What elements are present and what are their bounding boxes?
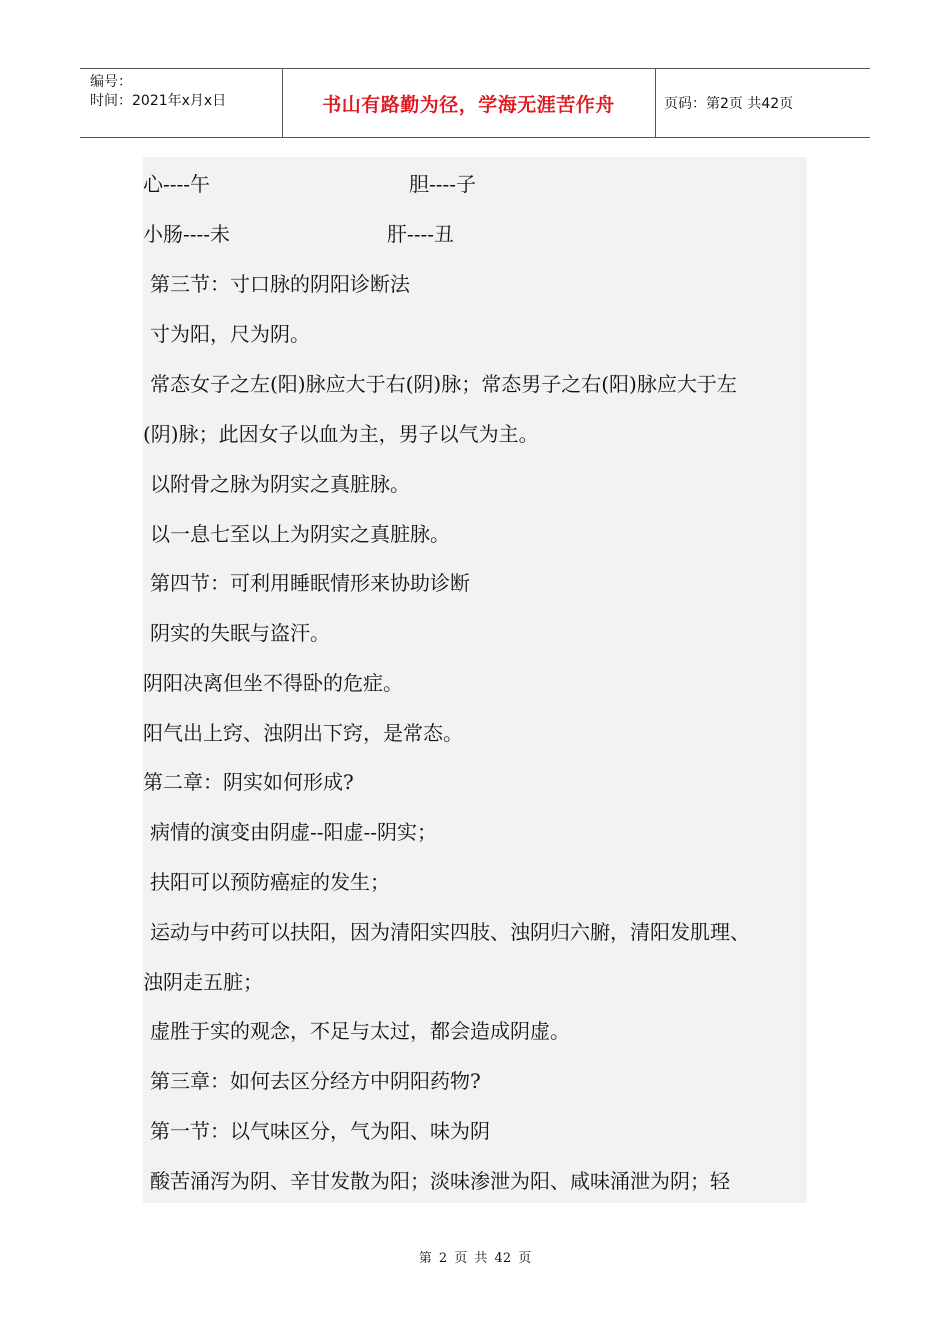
text-segment: 小肠----未	[143, 222, 231, 246]
document-header	[80, 68, 870, 138]
section-heading: 第四节：可利用睡眠情形来协助诊断	[150, 571, 470, 595]
text-line: 扶阳可以预防癌症的发生；	[150, 870, 390, 894]
page-footer: 第 2 页 共 42 页	[418, 1251, 532, 1266]
text-segment: 肝----丑	[387, 222, 455, 246]
text-line: 酸苦涌泻为阴、辛甘发散为阳；淡味渗泄为阳、咸味涌泄为阴；轻	[150, 1169, 730, 1193]
text-line: 以一息七至以上为阴实之真脏脉。	[150, 522, 450, 546]
text-line: 常态女子之左(阳)脉应大于右(阴)脉；常态男子之右(阳)脉应大于左	[150, 372, 737, 396]
header-meta	[90, 73, 226, 111]
page-info: 页码：第2页 共42页	[664, 96, 794, 112]
text-line: 阴实的失眠与盗汗。	[150, 621, 330, 645]
section-heading: 第三节：寸口脉的阴阳诊断法	[150, 272, 410, 296]
text-line: 浊阴走五脏；	[143, 970, 263, 994]
time-label: 时间：2021年x月x日	[90, 93, 227, 109]
text-line: (阴)脉；此因女子以血为主，男子以气为主。	[143, 422, 539, 446]
text-line	[143, 221, 454, 247]
text-line: 以附骨之脉为阴实之真脏脉。	[150, 472, 410, 496]
text-line: 阴阳决离但坐不得卧的危症。	[143, 671, 403, 695]
text-segment: 心----午	[143, 172, 211, 196]
chapter-heading: 第二章：阴实如何形成?	[143, 770, 354, 794]
text-line: 寸为阳，尺为阴。	[150, 322, 310, 346]
document-body	[143, 157, 807, 1203]
header-divider	[655, 69, 656, 137]
text-segment: 胆----子	[409, 172, 477, 196]
header-motto: 书山有路勤为径，学海无涯苦作舟	[322, 93, 615, 116]
text-line: 运动与中药可以扶阳，因为清阳实四肢、浊阴归六腑，清阳发肌理、	[150, 920, 750, 944]
section-heading: 第一节：以气味区分，气为阳、味为阴	[150, 1119, 490, 1143]
text-line: 病情的演变由阴虚--阳虚--阴实；	[150, 820, 438, 844]
text-line: 阳气出上窍、浊阴出下窍，是常态。	[143, 721, 463, 745]
number-label: 编号：	[90, 74, 132, 90]
chapter-heading: 第三章：如何去区分经方中阴阳药物?	[150, 1069, 481, 1093]
text-line	[143, 171, 476, 197]
text-line: 虚胜于实的观念，不足与太过，都会造成阴虚。	[150, 1019, 570, 1043]
